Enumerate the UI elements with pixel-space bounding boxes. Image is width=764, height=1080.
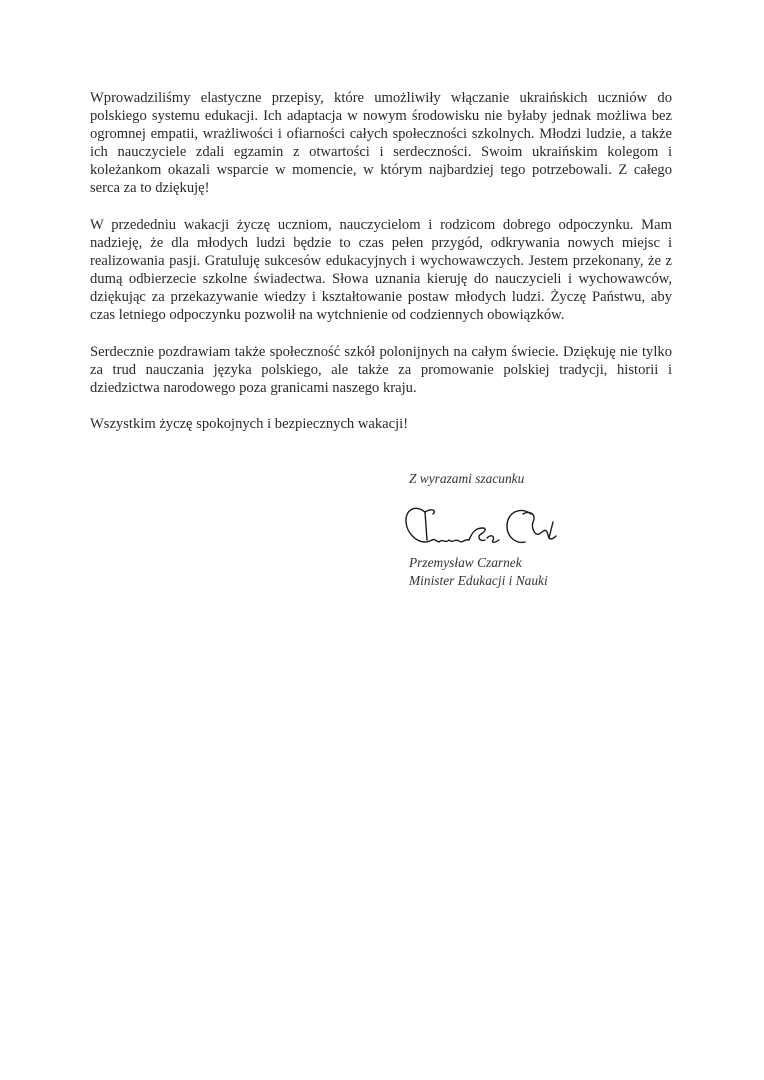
paragraph-2: W przededniu wakacji życzę uczniom, nauczycielom i rodzicom dobrego odpoczynku. Mam nadzieję, że dla młodych ludzi będzie to czas pełen przygód, odkrywania nowych miejsc i realizowania pasji. Gratuluję sukcesów edukacyjnych i wychowawczych. Jestem przekonany, że z dumą odbierzecie szkolne świadectwa. Słowa uznania kieruję do nauczycieli i wychowawców, dziękując za przekazywanie wiedzy i kształtowanie postaw młodych ludzi. Życzę Państwu, aby czas letniego odpoczynku pozwolił na wytchnienie od codziennych obowiązków. <box>90 216 672 324</box>
closing-salutation: Z wyrazami szacunku <box>409 471 525 486</box>
signer-name: Przemysław Czarnek <box>409 555 522 570</box>
paragraph-3: Serdecznie pozdrawiam także społeczność szkół polonijnych na całym świecie. Dziękuję nie tylko za trud nauczania języka polskiego, ale także za promowanie polskiej tradycji, historii i dziedzictwa narodowego poza granicami naszego kraju. <box>90 343 672 396</box>
paragraph-4: Wszystkim życzę spokojnych i bezpiecznych wakacji! <box>90 415 409 432</box>
letter-body <box>90 89 672 451</box>
signature-icon <box>403 500 558 550</box>
paragraph-1: Wprowadziliśmy elastyczne przepisy, które umożliwiły włączanie ukraińskich uczniów do polskiego systemu edukacji. Ich adaptacja w nowym środowisku nie byłaby jednak możliwa bez ogromnej empatii, wrażliwości i ofiarności całych społeczności szkolnych. Młodzi ludzie, a także ich nauczyciele zdali egzamin z otwartości i serdeczności. Swoim ukraińskim kolegom i koleżankom okazali wsparcie w momencie, w którym najbardziej tego potrzebowali. Z całego serca za to dziękuję! <box>90 90 672 197</box>
signer-block <box>409 554 548 589</box>
signer-title: Minister Edukacji i Nauki <box>409 572 548 588</box>
